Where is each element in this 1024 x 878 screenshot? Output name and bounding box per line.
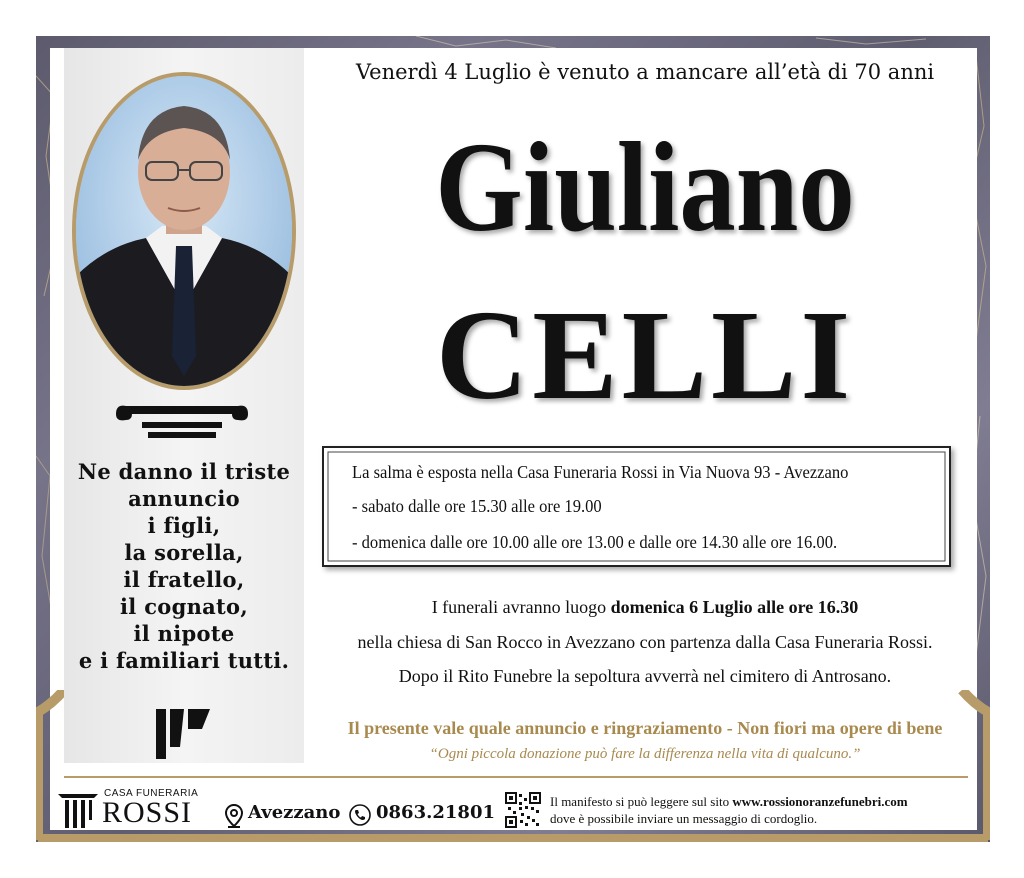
mourner-line: il cognato, bbox=[120, 594, 248, 619]
funeral-date-time: domenica 6 Luglio alle ore 16.30 bbox=[610, 597, 859, 617]
mourner-line: il nipote bbox=[133, 621, 235, 646]
website-prefix: Il manifesto si può leggere sul sito bbox=[550, 794, 733, 809]
thanks-note: Il presente vale quale annuncio e ringraziamento - Non fiori ma opere di bene bbox=[347, 718, 943, 738]
funeral-intro: I funerali avranno luogo bbox=[431, 597, 611, 617]
last-name: CELLI bbox=[435, 284, 855, 426]
website-link[interactable]: www.rossionoranzefunebri.com bbox=[732, 794, 908, 809]
footer bbox=[56, 784, 976, 834]
phone-icon bbox=[349, 804, 371, 826]
website-info bbox=[550, 793, 908, 827]
mourner-line: Ne danno il triste bbox=[77, 459, 291, 484]
city-label: Avezzano bbox=[248, 802, 341, 823]
pedestal-icon bbox=[112, 402, 252, 440]
logo-big-text: ROSSI bbox=[102, 796, 193, 829]
mourner-line: il fratello, bbox=[123, 567, 245, 592]
death-date-line: Venerdì 4 Luglio è venuto a mancare all’età di 70 anni bbox=[355, 60, 935, 84]
mourner-line: annuncio bbox=[128, 486, 240, 511]
viewing-location: La salma è esposta nella Casa Funeraria Rossi in Via Nuova 93 - Avezzano bbox=[352, 462, 849, 482]
funeral-church: nella chiesa di San Rocco in Avezzano con partenza dalla Casa Funeraria Rossi. bbox=[357, 632, 933, 652]
website-line2: dove è possibile inviare un messaggio di cordoglio. bbox=[550, 811, 818, 826]
funeral-burial: Dopo il Rito Funebre la sepoltura avverrà nel cimitero di Antrosano. bbox=[398, 666, 892, 686]
viewing-info-box bbox=[322, 446, 951, 567]
brand-mark-icon bbox=[156, 707, 210, 759]
mourner-line: e i familiari tutti. bbox=[78, 648, 290, 673]
divider bbox=[64, 776, 968, 778]
mourner-line: i figli, bbox=[147, 513, 221, 538]
mourners-announcement bbox=[64, 458, 304, 674]
funeral-when bbox=[310, 597, 980, 618]
phone-number[interactable]: 0863.21801 bbox=[376, 802, 495, 823]
logo-small-text: CASA FUNERARIA bbox=[104, 788, 199, 799]
temple-logo-icon bbox=[56, 786, 100, 830]
donation-quote: “Ogni piccola donazione può fare la differenza nella vita di qualcuno.” bbox=[429, 746, 861, 762]
mourner-line: la sorella, bbox=[124, 540, 244, 565]
location-pin-icon bbox=[225, 804, 243, 828]
viewing-saturday: - sabato dalle ore 15.30 alle ore 19.00 bbox=[352, 496, 602, 516]
portrait-photo bbox=[72, 72, 296, 390]
viewing-sunday: - domenica dalle ore 10.00 alle ore 13.00 e dalle ore 14.30 alle ore 16.00. bbox=[352, 532, 838, 552]
first-name: Giuliano bbox=[435, 116, 855, 258]
qr-code-icon bbox=[505, 792, 541, 828]
